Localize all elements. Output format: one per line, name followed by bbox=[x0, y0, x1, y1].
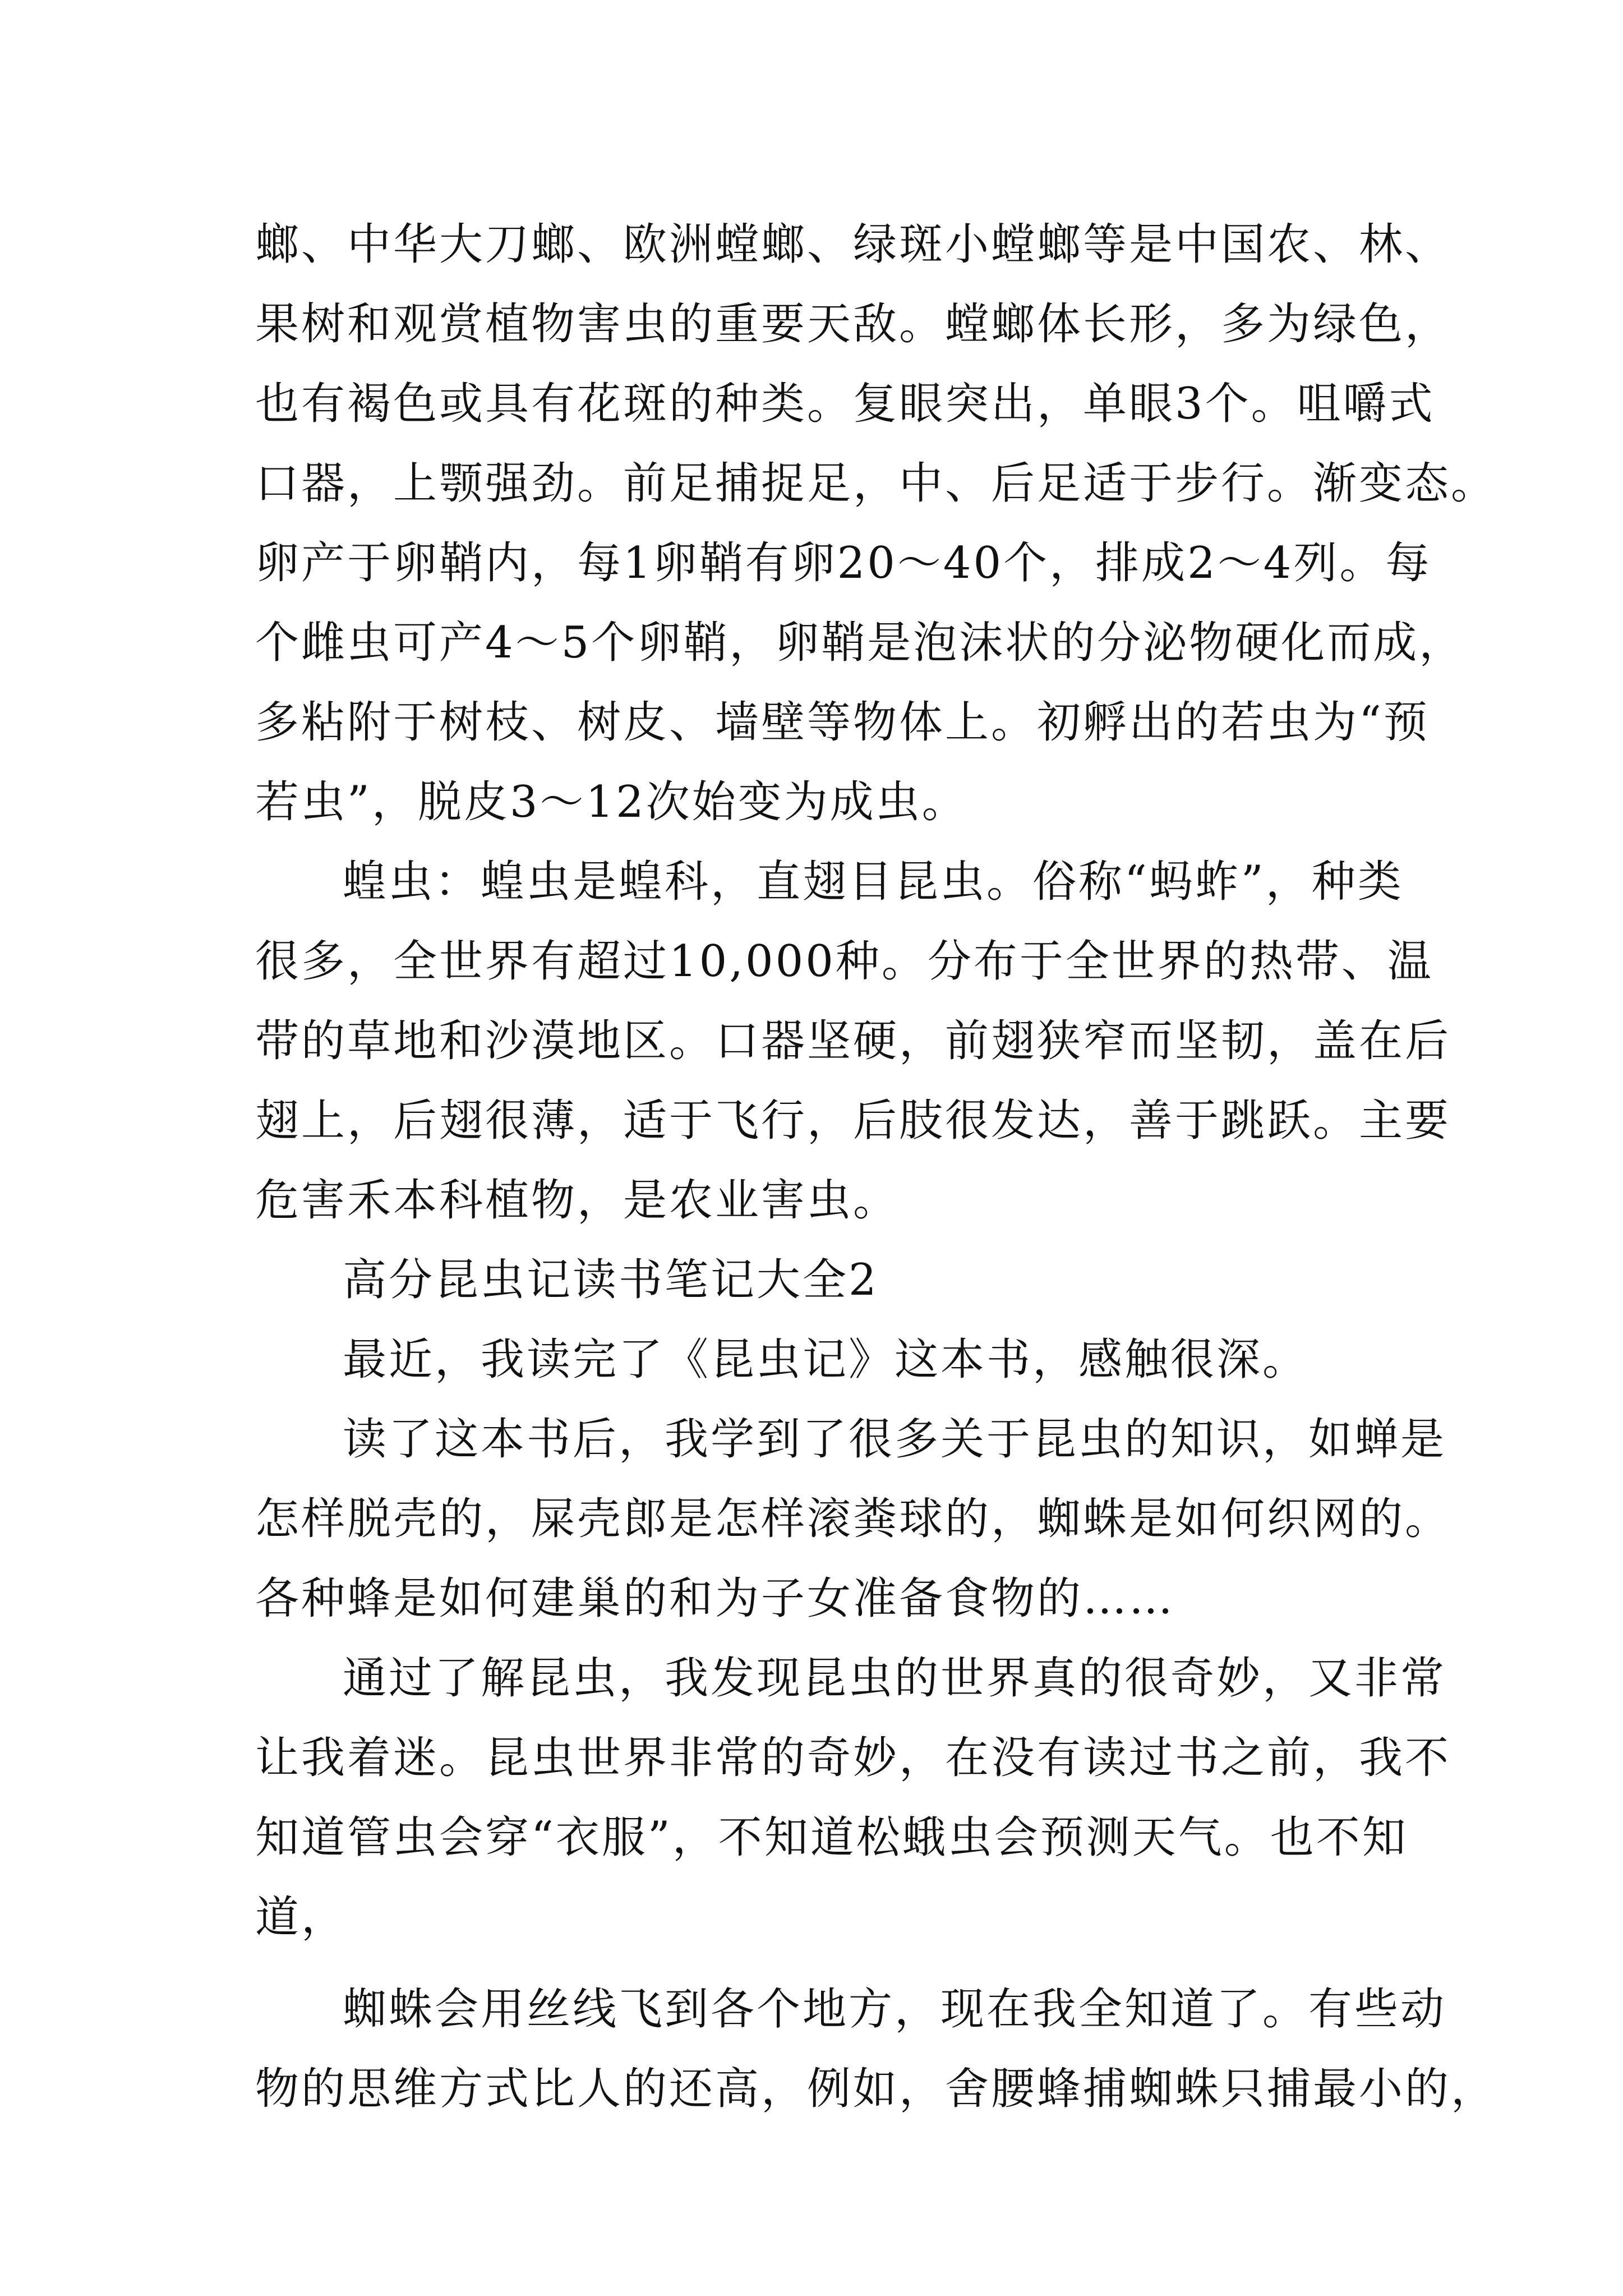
text-line: 若虫”，脱皮3～12次始变为成虫。 bbox=[255, 777, 968, 827]
paragraph-start-line: 蝗虫：蝗虫是蝗科，直翅目昆虫。俗称“蚂蚱”，种类 bbox=[343, 857, 1404, 907]
paragraph-start-line: 读了这本书后，我学到了很多关于昆虫的知识，如蝉是 bbox=[343, 1414, 1447, 1465]
document-body bbox=[255, 205, 1497, 2129]
text-line: 口器，上颚强劲。前足捕捉足，中、后足适于步行。渐变态。 bbox=[255, 458, 1497, 509]
text-line: 怎样脱壳的，屎壳郎是怎样滚粪球的，蜘蛛是如何织网的。 bbox=[255, 1494, 1451, 1544]
text-line: 多粘附于树枝、树皮、墙壁等物体上。初孵出的若虫为“预 bbox=[255, 697, 1430, 748]
section-heading: 高分昆虫记读书笔记大全2 bbox=[343, 1255, 879, 1305]
paragraph-start-line: 最近，我读完了《昆虫记》这本书，感触很深。 bbox=[343, 1335, 1309, 1385]
text-line: 让我着迷。昆虫世界非常的奇妙，在没有读过书之前，我不 bbox=[255, 1733, 1451, 1783]
text-line: 危害禾本科植物，是农业害虫。 bbox=[255, 1175, 900, 1226]
text-line: 道， bbox=[255, 1892, 348, 1943]
text-line: 个雌虫可产4～5个卵鞘，卵鞘是泡沫状的分泌物硬化而成， bbox=[255, 618, 1465, 668]
text-line: 各种蜂是如何建巢的和为子女准备食物的…… bbox=[255, 1573, 1175, 1624]
paragraph-start-line: 蜘蛛会用丝线飞到各个地方，现在我全知道了。有些动 bbox=[343, 1984, 1447, 2035]
text-line: 物的思维方式比人的还高，例如，舍腰蜂捕蜘蛛只捕最小的， bbox=[255, 2064, 1497, 2114]
text-line: 带的草地和沙漠地区。口器坚硬，前翅狭窄而坚韧，盖在后 bbox=[255, 1016, 1451, 1066]
text-line: 也有褐色或具有花斑的种类。复眼突出，单眼3个。咀嚼式 bbox=[255, 379, 1435, 429]
text-line: 翅上，后翅很薄，适于飞行，后肢很发达，善于跳跃。主要 bbox=[255, 1096, 1451, 1146]
text-line: 螂、中华大刀螂、欧洲螳螂、绿斑小螳螂等是中国农、林、 bbox=[255, 219, 1451, 270]
text-line: 很多，全世界有超过10,000种。分布于全世界的热带、温 bbox=[255, 936, 1433, 987]
text-line: 卵产于卵鞘内，每1卵鞘有卵20～40个，排成2～4列。每 bbox=[255, 538, 1432, 588]
paragraph-start-line: 通过了解昆虫，我发现昆虫的世界真的很奇妙，又非常 bbox=[343, 1653, 1447, 1704]
text-line: 果树和观赏植物害虫的重要天敌。螳螂体长形，多为绿色， bbox=[255, 299, 1451, 349]
text-line: 知道管虫会穿“衣服”，不知道松蛾虫会预测天气。也不知 bbox=[255, 1812, 1408, 1863]
